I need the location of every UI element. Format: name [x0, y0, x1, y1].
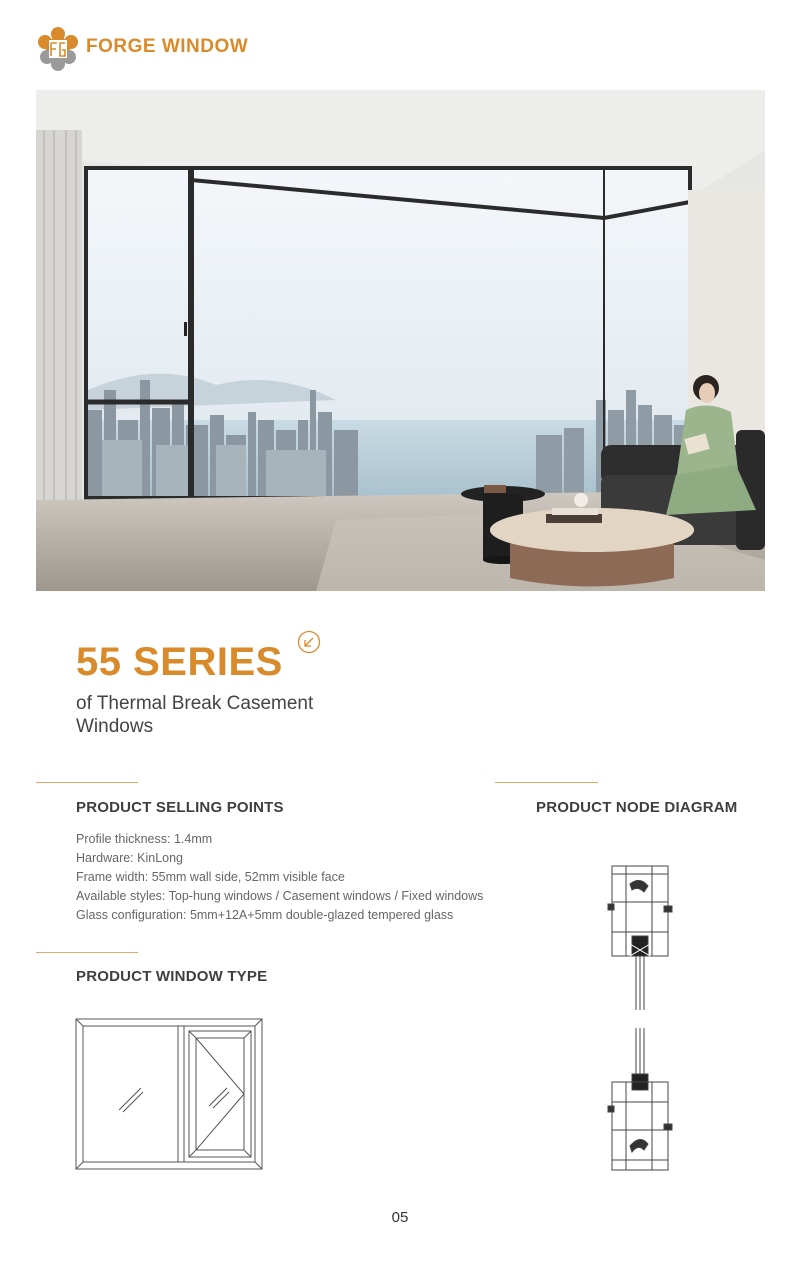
node-cross-section-diagram: [606, 862, 678, 1174]
series-title: 55 SERIES: [76, 640, 283, 684]
window-type-heading: PRODUCT WINDOW TYPE: [76, 968, 268, 985]
section-divider: [36, 952, 138, 953]
selling-point-item: Available styles: Top-hung windows / Casement windows / Fixed windows: [76, 889, 484, 903]
brand-name: FORGE WINDOW: [86, 36, 249, 57]
window-type-diagram: [75, 1018, 263, 1170]
selling-point-item: Profile thickness: 1.4mm: [76, 832, 213, 846]
selling-point-item: Hardware: KinLong: [76, 851, 184, 865]
brand-logo-icon: [35, 26, 81, 72]
hero-image: [36, 90, 765, 591]
selling-point-item: Glass configuration: 5mm+12A+5mm double-glazed tempered glass: [76, 908, 454, 922]
selling-point-item: Frame width: 55mm wall side, 52mm visible face: [76, 870, 345, 884]
node-diagram-heading: PRODUCT NODE DIAGRAM: [536, 799, 738, 816]
selling-points-list: [76, 830, 483, 925]
arrow-down-left-circle-icon: [297, 630, 321, 654]
page-number: 05: [391, 1209, 409, 1226]
selling-points-heading: PRODUCT SELLING POINTS: [76, 799, 284, 816]
series-subtitle: of Thermal Break Casement Windows: [76, 693, 314, 737]
section-divider: [495, 782, 598, 783]
section-divider: [36, 782, 138, 783]
